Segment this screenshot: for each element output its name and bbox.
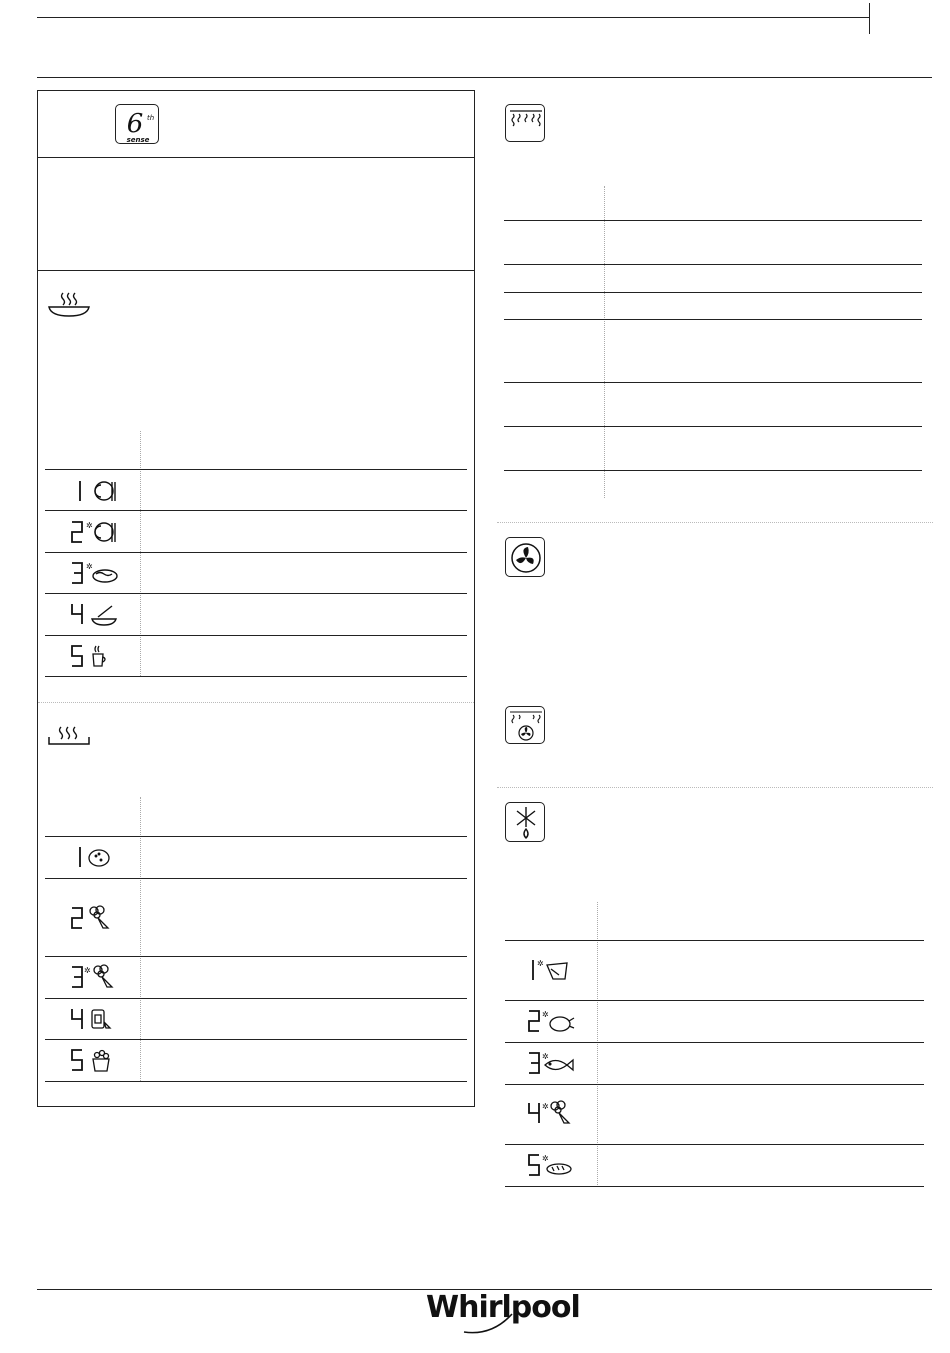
- poultry-icon: [550, 1017, 574, 1031]
- table-column-divider: [140, 431, 141, 676]
- bread-icon: [547, 1164, 571, 1174]
- table-row-rule: [505, 1084, 924, 1085]
- svg-text:✲: ✲: [86, 521, 93, 530]
- table-header-rule: [504, 220, 922, 221]
- table-row-rule: [505, 1042, 924, 1043]
- table-row-rule: [45, 998, 467, 999]
- grill-fan-icon: [505, 706, 545, 744]
- steam-row: [68, 844, 128, 870]
- hot-cup-icon: [93, 646, 105, 666]
- svg-text:✲: ✲: [542, 1010, 549, 1019]
- table-row-rule: [505, 1000, 924, 1001]
- vegetables-icon: [94, 965, 112, 987]
- steam-row: [68, 1047, 128, 1073]
- panel-divider: [37, 157, 475, 158]
- table-row-rule: [45, 676, 467, 677]
- plate-cutlery-icon: [95, 523, 115, 542]
- svg-text:✲: ✲: [86, 562, 93, 571]
- plate-cutlery-icon: [95, 482, 115, 501]
- table-row-rule: [504, 382, 922, 383]
- header-rule: [37, 17, 869, 18]
- panel-divider: [37, 270, 475, 271]
- whirlpool-logo: Whirlpool: [426, 1290, 580, 1325]
- table-header-rule: [505, 940, 924, 941]
- logo-swoosh: [462, 1310, 522, 1336]
- reheat-row: [68, 519, 128, 545]
- svg-text:✲: ✲: [542, 1102, 549, 1111]
- table-row-rule: [505, 1144, 924, 1145]
- header-tick: [869, 3, 870, 34]
- table-column-divider: [604, 186, 605, 498]
- table-row-rule: [504, 470, 922, 471]
- steam-icon: [47, 726, 91, 748]
- reheat-row: [68, 601, 128, 627]
- hot-air-fan-icon: [505, 537, 545, 577]
- table-row-rule: [45, 878, 467, 879]
- table-row-rule: [45, 1081, 467, 1082]
- grill-icon: [505, 104, 545, 142]
- steam-row: [68, 905, 128, 931]
- sixth-sense-panel: [37, 90, 475, 1107]
- section-separator: [38, 702, 474, 703]
- table-row-rule: [45, 552, 467, 553]
- section-separator: [497, 522, 933, 523]
- section-rule: [37, 77, 932, 78]
- svg-text:✲: ✲: [542, 1154, 549, 1163]
- table-row-rule: [505, 1186, 924, 1187]
- table-column-divider: [597, 902, 598, 1185]
- reheat-row: [68, 478, 128, 504]
- table-row-rule: [504, 264, 922, 265]
- table-row-rule: [504, 319, 922, 320]
- table-row-rule: [504, 426, 922, 427]
- svg-text:sense: sense: [126, 136, 150, 144]
- svg-text:✲: ✲: [542, 1052, 549, 1061]
- table-row-rule: [45, 956, 467, 957]
- defrost-icon: [505, 802, 545, 842]
- fish-icon: [545, 1060, 573, 1070]
- table-row-rule: [504, 292, 922, 293]
- lasagna-dish-icon: [93, 570, 117, 582]
- svg-text:✲: ✲: [84, 966, 91, 975]
- svg-text:6: 6: [126, 109, 144, 139]
- defrost-row: [525, 1152, 585, 1178]
- bowl-rice-icon: [93, 1051, 109, 1072]
- defrost-row: [525, 957, 585, 983]
- defrost-row: [525, 1050, 585, 1076]
- reheat-row: [68, 643, 128, 669]
- table-row-rule: [45, 1039, 467, 1040]
- steam-row: [68, 1006, 128, 1032]
- potato-icon: [89, 850, 109, 866]
- table-row-rule: [45, 593, 467, 594]
- meat-icon: [547, 963, 567, 979]
- table-row-rule: [45, 635, 467, 636]
- defrost-row: [525, 1008, 585, 1034]
- vegetables-icon: [90, 906, 108, 928]
- table-row-rule: [45, 510, 467, 511]
- vegetables-icon: [551, 1101, 569, 1123]
- soup-bowl-icon: [92, 606, 116, 625]
- defrost-row: [525, 1100, 585, 1126]
- table-header-rule: [45, 836, 467, 837]
- svg-text:th: th: [147, 114, 155, 122]
- table-header-rule: [45, 469, 467, 470]
- svg-text:✲: ✲: [537, 959, 544, 968]
- reheat-row: [68, 560, 128, 586]
- steam-row: [68, 964, 128, 990]
- reheat-icon: [47, 292, 91, 318]
- sixth-sense-icon: [115, 104, 159, 144]
- section-separator: [497, 787, 933, 788]
- jar-vegetables-icon: [92, 1010, 110, 1028]
